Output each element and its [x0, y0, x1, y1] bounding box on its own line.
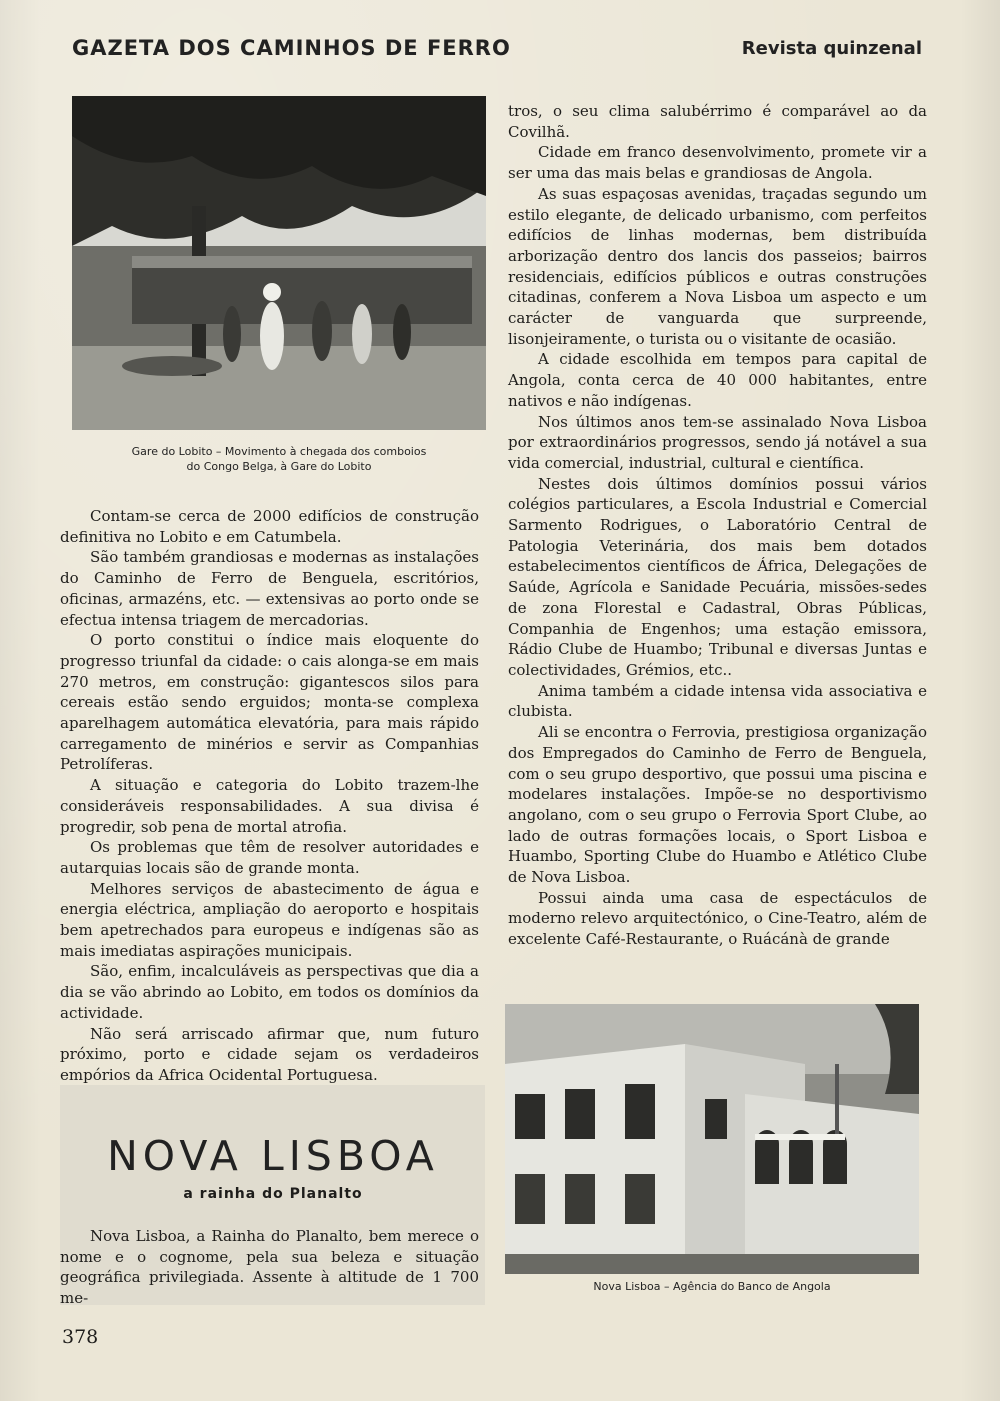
- lobito-photo-caption: [72, 444, 486, 474]
- right-column: [508, 101, 927, 950]
- paragraph: A situação e categoria do Lobito trazem-lhe consideráveis responsabilidades. A sua divisa é progredir, sob pena de mortal atrofia.: [60, 776, 479, 836]
- caption-line: Gare do Lobito – Movimento à chegada dos comboios: [131, 445, 427, 458]
- magazine-subtitle: Revista quinzenal: [741, 38, 922, 59]
- paragraph: As suas espaçosas avenidas, traçadas segundo um estilo elegante, de delicado urbanismo, com perfeitos edifícios de linhas modernas, bem distribuída arborização dentro dos lancis dos passeios; bairros residenciais, edifícios públicos e outras construções citadinas, conferem a Nova Lisboa um aspecto e um carácter de vanguarda que surpreende, lisonjeiramente, o turista ou o visitante de ocasião.: [508, 184, 927, 348]
- paragraph: O porto constitui o índice mais eloquente do progresso triunfal da cidade: o cais alonga-se em mais 270 metros, em construção: gigantescos silos para cereais estão sendo erguidos; monta-se complexa aparelhagem automática elevatória, para mais rápido carregamento de minérios e servir as Companhias Petrolíferas.: [60, 631, 479, 774]
- magazine-title: GAZETA DOS CAMINHOS DE FERRO: [72, 36, 511, 60]
- caption-line: do Congo Belga, à Gare do Lobito: [186, 460, 372, 473]
- paragraph: Contam-se cerca de 2000 edifícios de construção definitiva no Lobito e em Catumbela.: [60, 507, 479, 546]
- paragraph: Possui ainda uma casa de espectáculos de moderno relevo arquitectónico, o Cine-Teatro, além de excelente Café-Restaurante, o Ruácánà de grande: [508, 888, 927, 949]
- paragraph: Anima também a cidade intensa vida associativa e clubista.: [508, 681, 927, 721]
- paragraph: tros, o seu clima salubérrimo é comparável ao da Covilhã.: [508, 102, 927, 141]
- left-column: [60, 506, 479, 1086]
- paragraph: São também grandiosas e modernas as instalações do Caminho de Ferro de Benguela, escritórios, oficinas, armazéns, etc. — extensivas ao porto onde se efectua intensa triagem de mercadorias.: [60, 548, 479, 629]
- paragraph: A cidade escolhida em tempos para capital de Angola, conta cerca de 40 000 habitantes, entre nativos e não indígenas.: [508, 350, 927, 410]
- paragraph: Os problemas que têm de resolver autoridades e autarquias locais são de grande monta.: [60, 838, 479, 877]
- section-title: NOVA LISBOA: [107, 1132, 439, 1180]
- paragraph: São, enfim, incalculáveis as perspectivas que dia a dia se vão abrindo ao Lobito, em todos os domínios da actividade.: [60, 962, 479, 1022]
- paragraph: Nestes dois últimos domínios possui vários colégios particulares, a Escola Industrial e Comercial Sarmento Rodrigues, o Laboratório Central de Patologia Veterinária, dos mais bem dotados estabelecimentos científicos de África, Delegações de Saúde, Agrícola e Sanidade Pecuária, missões-sedes de zona Florestal e Cadastral, Obras Públicas, Companhia de Engenhos; uma estação emissora, Rádio Clube de Huambo; Tribunal e diversas Juntas e colectividades, Grémios, etc..: [508, 474, 927, 679]
- page-number: 378: [62, 1326, 99, 1348]
- section-subtitle: a rainha do Planalto: [183, 1186, 363, 1202]
- nova-lisboa-intro: [60, 1226, 479, 1309]
- paragraph: Nos últimos anos tem-se assinalado Nova Lisboa por extraordinários progressos, sendo já notável a sua vida comercial, industrial, cultural e científica.: [508, 412, 927, 472]
- paragraph: Cidade em franco desenvolvimento, promete vir a ser uma das mais belas e grandiosas de Angola.: [508, 143, 927, 183]
- paragraph: Ali se encontra o Ferrovia, prestigiosa organização dos Empregados do Caminho de Ferro de Benguela, com o seu grupo desportivo, que possui uma piscina e modelares instalações. Impõe-se no desportivismo angolano, com o seu grupo o Ferrovia Sport Clube, ao lado de outras formações locais, o Sport Lisboa e Huambo, Sporting Clube do Huambo e Atlético Clube de Nova Lisboa.: [508, 723, 927, 887]
- paragraph: Não será arriscado afirmar que, num futuro próximo, porto e cidade sejam os verdadeiros empórios da Africa Ocidental Portuguesa.: [60, 1024, 479, 1084]
- banco-de-angola-photo: [505, 1004, 919, 1274]
- paragraph: Melhores serviços de abastecimento de água e energia eléctrica, ampliação do aeroporto e hospitais bem apetrechados para europeus e indígenas são as mais imediatas aspirações municipais.: [60, 879, 479, 960]
- paragraph: Nova Lisboa, a Rainha do Planalto, bem merece o nome e o cognome, pela sua beleza e situação geográfica privilegiada. Assente à altitude de 1 700 me-: [60, 1227, 479, 1308]
- banco-photo-caption: Nova Lisboa – Agência do Banco de Angola: [593, 1280, 831, 1293]
- lobito-station-photo: [72, 96, 486, 430]
